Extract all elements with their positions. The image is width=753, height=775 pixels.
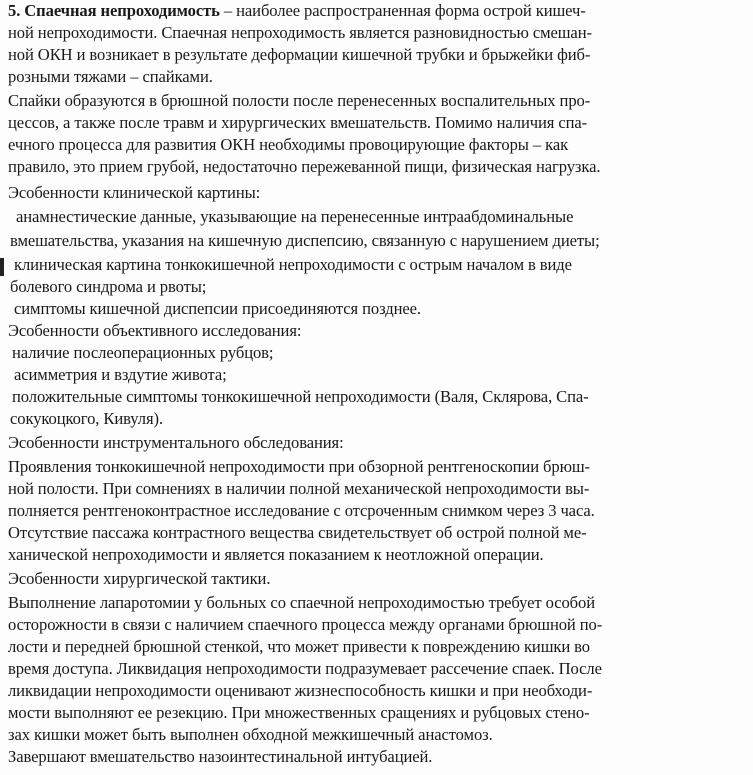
line-32: мости выполняют ее резекцию. При множественных сращениях и рубцовых стено- [8,703,590,722]
line-22: ной полости. При сомнениях в наличии полной механической непроходимости вы- [8,479,590,498]
line-2: ной непроходимости. Спаечная непроходимость является разновидностью смешан- [8,23,592,42]
line-14: симптомы кишечной диспепсии присоединяются позднее. [14,299,421,318]
line-26: Эсобенности хирургической тактики. [8,569,271,588]
line-29: лости и передней брюшной стенкой, что может привести к повреждению кишки во [8,637,590,656]
line-5: Спайки образуются в брюшной полости после перенесенных воспалительных про- [8,91,591,110]
line-11: вмешательства, указания на кишечную диспепсию, связанную с нарушением диеты; [10,231,600,250]
line-17: асимметрия и вздутие живота; [14,365,227,384]
line-21: Проявления тонкокишечной непроходимости при обзорной рентгеноскопии брюш- [8,457,590,476]
line-30: время доступа. Ликвидация непроходимости подразумевает рассечение спаек. После [8,659,602,678]
line-16: наличие послеоперационных рубцов; [12,343,274,362]
line-6: цессов, а также после травм и хирургических вмешательств. Помимо наличия спа- [8,113,588,132]
line-24: Отсутствие пассажа контрастного вещества свидетельствует об острой полной ме- [8,523,587,542]
line-31: ликвидации непроходимости оценивают жизнеспособность кишки и при необходи- [8,681,593,700]
scan-edge-mark [0,258,4,276]
line-1 [8,0,586,22]
line-9: Эсобенности клинической картины: [8,183,261,202]
line-33: зах кишки может быть выполнен обходной межкишечный анастомоз. [8,725,493,744]
section-heading: 5. Спаечная непроходимость [8,1,220,20]
line-8: правило, это прием грубой, недостаточно пережеванной пищи, физическая нагрузка. [8,157,601,176]
line-15: Эсобенности объективного исследования: [8,321,302,340]
line-23: полняется рентгеноконтрастное исследование с отсроченным снимком через 3 часа. [8,501,595,520]
line-20: Эсобенности инструментального обследования: [8,433,344,452]
line-1-text: – наиболее распространенная форма острой кишеч- [219,1,586,20]
line-10: анамнестические данные, указывающие на перенесенные интраабдоминальные [16,207,574,226]
line-27: Выполнение лапаротомии у больных со спаечной непроходимостью требует особой [8,593,595,612]
line-4: розными тяжами – спайками. [8,67,213,86]
line-19: сокукоцкого, Кивуля). [10,409,163,428]
line-12: клиническая картина тонкокишечной непроходимости с острым началом в виде [14,255,572,274]
line-28: осторожности в связи с наличием спаечного процесса между органами брюшной по- [8,615,603,634]
line-13: болевого синдрома и рвоты; [10,277,207,296]
line-34: Завершают вмешательство назоинтестинальной интубацией. [8,747,433,766]
line-18: положительные симптомы тонкокишечной непроходимости (Валя, Склярова, Спа- [12,387,589,406]
line-3: ной ОКН и возникает в результате деформации кишечной трубки и брыжейки фиб- [8,45,591,64]
line-25: ханической непроходимости и является показанием к неотложной операции. [8,545,544,564]
line-7: ечного процесса для развития ОКН необходимы провоцирующие факторы – как [8,135,569,154]
